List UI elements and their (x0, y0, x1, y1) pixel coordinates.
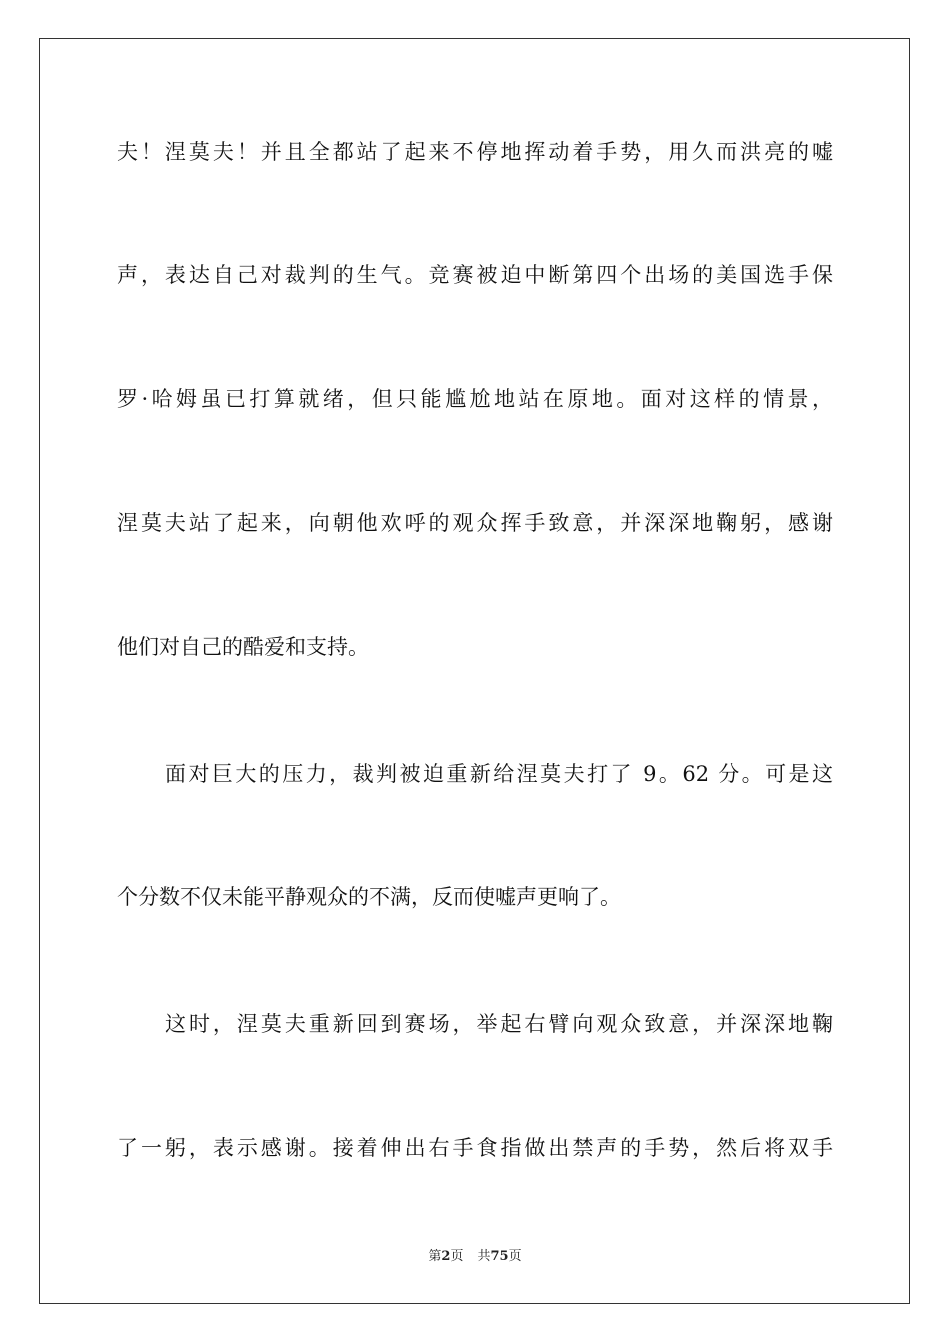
text-line: 涅莫夫站了起来，向朝他欢呼的观众挥手致意，并深深地鞠躬，感谢 (117, 511, 833, 535)
page-prefix: 第 (428, 1249, 442, 1264)
total-prefix: 共 (477, 1249, 491, 1264)
page-footer (0, 1248, 950, 1266)
text-line: 罗·哈姆虽已打算就绪，但只能尴尬地站在原地。面对这样的情景， (117, 387, 833, 411)
page-border (39, 38, 910, 1304)
total-pages: 75 (490, 1249, 509, 1264)
text-line: 声，表达自己对裁判的生气。竞赛被迫中断第四个出场的美国选手保 (117, 263, 833, 287)
total-suffix: 页 (508, 1249, 522, 1264)
text-line: 个分数不仅未能平静观众的不满，反而使嘘声更响了。 (117, 885, 621, 909)
paragraph-first-line: 面对巨大的压力，裁判被迫重新给涅莫夫打了 9。62 分。可是这 (165, 762, 833, 786)
page-suffix: 页 (450, 1249, 464, 1264)
text-line: 了一躬，表示感谢。接着伸出右手食指做出禁声的手势，然后将双手 (117, 1136, 833, 1160)
paragraph-first-line: 这时，涅莫夫重新回到赛场，举起右臂向观众致意，并深深地鞠 (165, 1012, 833, 1036)
text-line: 夫！涅莫夫！并且全都站了起来不停地挥动着手势，用久而洪亮的嘘 (117, 140, 833, 164)
page-number: 2 (441, 1249, 451, 1264)
text-line: 他们对自己的酷爱和支持。 (117, 635, 369, 659)
